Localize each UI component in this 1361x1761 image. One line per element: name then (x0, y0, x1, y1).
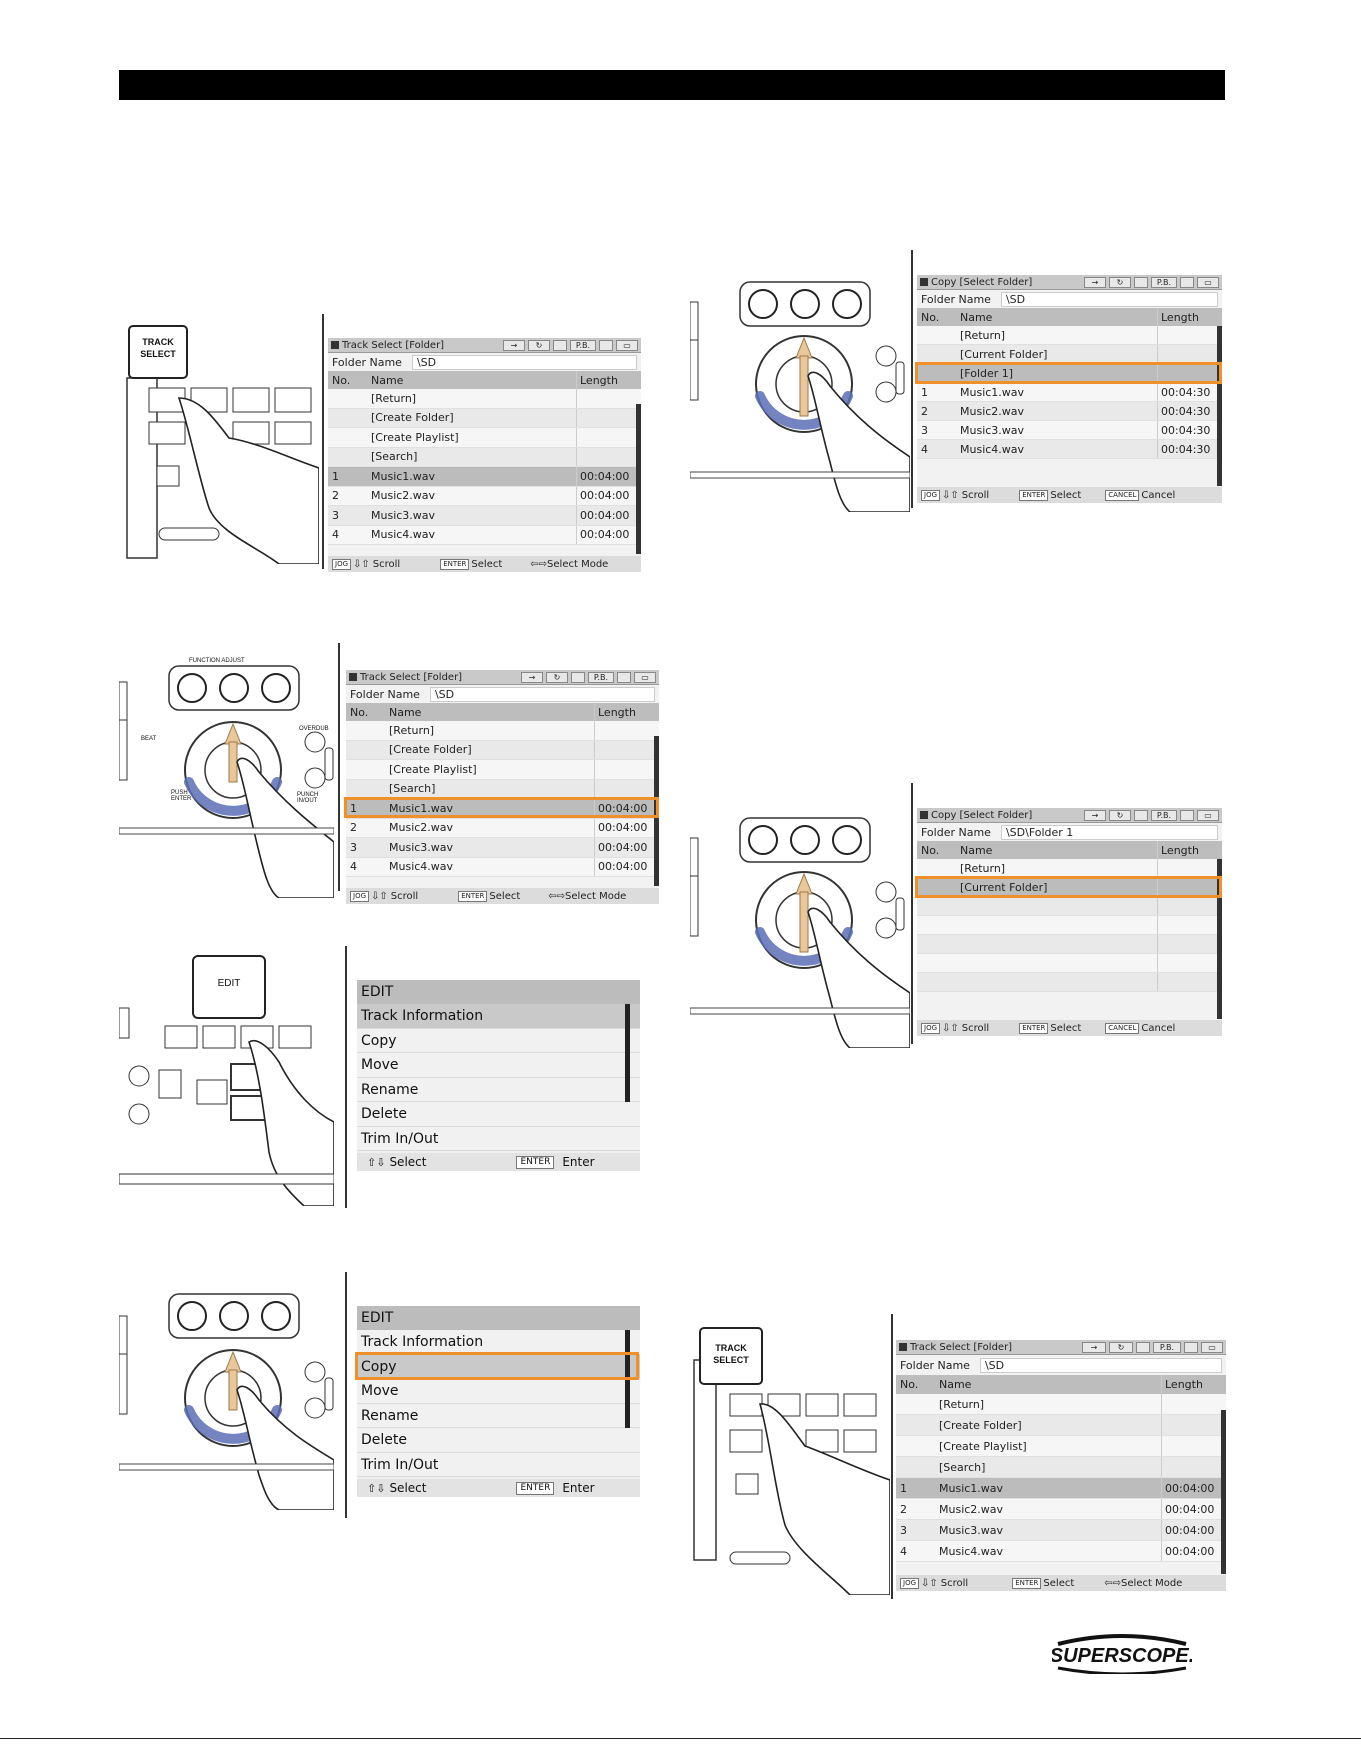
track-list (896, 1394, 1226, 1562)
col-length: Length (1157, 308, 1222, 326)
folder-label: Folder Name (900, 1358, 970, 1372)
list-item[interactable]: [Create Folder] (896, 1415, 1226, 1436)
lcd-titlebar (917, 808, 1222, 823)
list-item[interactable]: [Folder 1] (917, 364, 1222, 383)
enter-key: ENTER (458, 891, 487, 902)
blank-indicator (1134, 277, 1148, 288)
col-no: No. (332, 373, 351, 387)
push-enter-label: PUSH ENTER (171, 790, 192, 802)
lcd-title: Copy [Select Folder] (931, 276, 1033, 288)
lcd-title: Copy [Select Folder] (931, 809, 1033, 821)
folder-list (917, 859, 1222, 992)
list-item[interactable]: [Search] (896, 1457, 1226, 1478)
table-header (346, 703, 659, 721)
lcd-copy-folder1 (917, 808, 1222, 1036)
list-item[interactable]: 1 Music1.wav 00:04:00 (328, 467, 641, 487)
list-item (917, 954, 1222, 973)
footer-mode: Select Mode (547, 558, 609, 570)
list-item[interactable]: [Create Playlist] (328, 428, 641, 448)
footer-select: Select (1050, 489, 1082, 501)
divider (345, 946, 347, 1208)
blank-indicator (553, 340, 567, 351)
screen-square-icon (920, 278, 928, 286)
col-name: Name (960, 310, 993, 324)
lcd-title: Track Select [Folder] (910, 1341, 1013, 1353)
repeat-icon: ↻ (546, 672, 568, 683)
folder-value: \SD (430, 687, 655, 702)
col-length: Length (594, 703, 659, 721)
footer-scroll: Scroll (940, 1577, 969, 1589)
list-item[interactable]: 1 Music1.wav 00:04:00 (346, 799, 659, 819)
scrollbar[interactable] (654, 736, 659, 886)
jog-key: JOG (900, 1578, 919, 1589)
battery-icon: ▭ (1197, 810, 1219, 821)
col-length: Length (576, 371, 641, 389)
scrollbar[interactable] (636, 404, 641, 554)
blank-indicator (1134, 810, 1148, 821)
beat-label: BEAT (141, 736, 157, 742)
folder-name-row (917, 823, 1222, 841)
folder-value: \SD (1001, 292, 1218, 307)
divider (911, 783, 913, 1044)
cancel-key: CANCEL (1105, 490, 1139, 501)
divider (891, 1314, 893, 1599)
list-item[interactable]: [Return] (328, 389, 641, 409)
device-jog-illustration (119, 652, 334, 898)
screen-square-icon (920, 811, 928, 819)
col-no: No. (350, 705, 369, 719)
arrow-right-icon: → (1082, 1342, 1106, 1353)
col-name: Name (960, 843, 993, 857)
track-list (328, 389, 641, 545)
footer-select: Select (389, 1155, 427, 1169)
pb-indicator: P.B. (1153, 1342, 1181, 1353)
enter-key: ENTER (1012, 1578, 1041, 1589)
footer-select: Select (489, 890, 521, 902)
repeat-icon: ↻ (1109, 277, 1131, 288)
lcd-footer (346, 888, 659, 904)
left-right-arrows-icon: ⇦⇨ (1104, 1577, 1122, 1589)
lcd-title: Track Select [Folder] (342, 339, 445, 351)
lcd-footer (917, 487, 1222, 503)
footer-select: Select (471, 558, 503, 570)
table-header (896, 1375, 1226, 1394)
enter-key: ENTER (1019, 1023, 1048, 1034)
folder-label: Folder Name (921, 292, 991, 306)
repeat-icon: ↻ (1109, 1342, 1133, 1353)
menu-item-rename[interactable]: Rename (357, 1078, 640, 1103)
lcd-footer (328, 556, 641, 572)
device-edit-illustration (119, 952, 334, 1206)
pb-indicator: P.B. (570, 340, 596, 351)
scrollbar[interactable] (625, 1330, 630, 1428)
list-item[interactable]: [Current Folder] (917, 878, 1222, 897)
device-jog-illustration (690, 272, 910, 512)
track-list (346, 721, 659, 877)
list-item[interactable]: 3 Music3.wav 00:04:00 (346, 838, 659, 858)
col-name: Name (389, 705, 422, 719)
list-item[interactable]: 2 Music2.wav 00:04:00 (328, 487, 641, 507)
col-name: Name (939, 1378, 972, 1391)
menu-item-move[interactable]: Move (357, 1053, 640, 1078)
edit-callout: EDIT (217, 978, 241, 989)
scrollbar[interactable] (1217, 859, 1222, 1019)
device-track-select-illustration (690, 1320, 890, 1595)
menu-item-delete[interactable]: Delete (357, 1428, 640, 1453)
punch-label: PUNCH IN/OUT (297, 792, 319, 804)
list-item[interactable]: 2 Music2.wav 00:04:00 (346, 819, 659, 839)
divider (338, 643, 340, 891)
pb-indicator: P.B. (1151, 277, 1177, 288)
list-item[interactable]: [Return] (896, 1394, 1226, 1415)
footer-scroll: Scroll (961, 1022, 990, 1034)
col-no: No. (900, 1378, 919, 1391)
menu-item-copy[interactable]: Copy (357, 1029, 640, 1054)
blank-indicator (571, 672, 585, 683)
folder-name-row (346, 685, 659, 703)
col-no: No. (921, 310, 940, 324)
scrollbar[interactable] (625, 1004, 630, 1102)
menu-item-track-information[interactable]: Track Information (357, 1004, 640, 1029)
col-no: No. (921, 843, 940, 857)
arrow-right-icon: → (521, 672, 543, 683)
footer-scroll: Scroll (390, 890, 419, 902)
lcd-track-select (328, 338, 641, 572)
down-up-arrows-icon: ⇩⇧ (942, 489, 959, 501)
lcd-titlebar (917, 275, 1222, 290)
overdub-label: OVERDUB (299, 726, 329, 732)
footer-cancel: Cancel (1141, 1022, 1176, 1034)
divider (911, 250, 913, 508)
lcd-title: Track Select [Folder] (360, 671, 463, 683)
list-item[interactable]: 4 Music4.wav 00:04:00 (896, 1541, 1226, 1562)
screen-square-icon (349, 673, 357, 681)
jog-key: JOG (921, 1023, 940, 1034)
arrow-right-icon: → (503, 340, 525, 351)
screen-square-icon (331, 341, 339, 349)
screen-square-icon (899, 1343, 907, 1351)
list-item[interactable]: [Create Folder] (346, 741, 659, 761)
blank-indicator (1184, 1342, 1198, 1353)
edit-menu (357, 1306, 640, 1497)
arrow-right-icon: → (1084, 810, 1106, 821)
list-item[interactable]: [Create Playlist] (346, 760, 659, 780)
page-bottom-rule (0, 1738, 1361, 1739)
list-item (917, 916, 1222, 935)
brand-text: SUPERSCOPE. (1052, 1645, 1192, 1667)
track-select-callout: TRACK SELECT (713, 1343, 749, 1365)
list-item[interactable]: 3 Music3.wav 00:04:00 (896, 1520, 1226, 1541)
lcd-footer (917, 1020, 1222, 1036)
col-length: Length (1157, 841, 1222, 859)
footer-select: Select (389, 1481, 427, 1495)
pb-indicator: P.B. (588, 672, 614, 683)
superscope-logo (1052, 1630, 1192, 1674)
arrow-right-icon: → (1084, 277, 1106, 288)
up-down-arrows-icon: ⇧⇩ (367, 1155, 386, 1169)
list-item[interactable]: 4 Music4.wav 00:04:00 (346, 858, 659, 878)
down-up-arrows-icon: ⇩⇧ (353, 558, 370, 570)
blank-indicator (599, 340, 613, 351)
list-item[interactable]: [Create Folder] (328, 409, 641, 429)
repeat-icon: ↻ (528, 340, 550, 351)
list-item[interactable]: 3 Music3.wav 00:04:00 (328, 506, 641, 526)
folder-name-row (896, 1355, 1226, 1375)
list-item[interactable]: [Return] (917, 326, 1222, 345)
footer-scroll: Scroll (961, 489, 990, 501)
enter-key: ENTER (516, 1482, 554, 1495)
list-item[interactable]: [Search] (328, 448, 641, 468)
blank-indicator (617, 672, 631, 683)
folder-name-row (328, 353, 641, 371)
folder-name-row (917, 290, 1222, 308)
pb-indicator: P.B. (1151, 810, 1177, 821)
edit-menu-title: EDIT (357, 980, 640, 1004)
lcd-titlebar (328, 338, 641, 353)
blank-indicator (1180, 277, 1194, 288)
edit-menu-footer (357, 1153, 640, 1171)
footer-select: Select (1050, 1022, 1082, 1034)
footer-scroll: Scroll (372, 558, 401, 570)
edit-menu (357, 980, 640, 1171)
jog-key: JOG (332, 559, 351, 570)
footer-mode: Select Mode (565, 890, 627, 902)
repeat-icon: ↻ (1109, 810, 1131, 821)
table-header (917, 841, 1222, 859)
blank-indicator (1136, 1342, 1150, 1353)
folder-label: Folder Name (921, 825, 991, 839)
enter-key: ENTER (1019, 490, 1048, 501)
header-bar (119, 70, 1225, 100)
scrollbar[interactable] (1221, 1410, 1226, 1574)
list-item[interactable]: [Return] (917, 859, 1222, 878)
battery-icon: ▭ (1197, 277, 1219, 288)
menu-item-trim[interactable]: Trim In/Out (357, 1453, 640, 1478)
menu-item-move[interactable]: Move (357, 1379, 640, 1404)
list-item[interactable]: 1 Music1.wav 00:04:00 (896, 1478, 1226, 1499)
footer-enter: Enter (562, 1155, 595, 1169)
folder-value: \SD (980, 1358, 1222, 1373)
list-item[interactable]: [Search] (346, 780, 659, 800)
jog-key: JOG (921, 490, 940, 501)
menu-item-track-information[interactable]: Track Information (357, 1330, 640, 1355)
device-jog-illustration (690, 808, 910, 1048)
list-item (917, 935, 1222, 954)
list-item[interactable]: 4 Music4.wav 00:04:30 (917, 440, 1222, 459)
list-item[interactable]: 1 Music1.wav 00:04:30 (917, 383, 1222, 402)
folder-label: Folder Name (332, 355, 402, 369)
down-up-arrows-icon: ⇩⇧ (371, 890, 388, 902)
list-item[interactable]: [Create Playlist] (896, 1436, 1226, 1457)
footer-select: Select (1043, 1577, 1075, 1589)
folder-value: \SD\Folder 1 (1001, 825, 1218, 840)
device-jog-illustration (119, 1280, 334, 1510)
list-item[interactable]: [Current Folder] (917, 345, 1222, 364)
table-header (917, 308, 1222, 326)
track-select-callout: TRACK SELECT (140, 337, 176, 359)
up-down-arrows-icon: ⇧⇩ (367, 1481, 386, 1495)
divider (345, 1272, 347, 1518)
cancel-key: CANCEL (1105, 1023, 1139, 1034)
left-right-arrows-icon: ⇦⇨ (530, 558, 548, 570)
function-label: FUNCTION ADJUST (189, 658, 245, 664)
menu-item-rename[interactable]: Rename (357, 1404, 640, 1429)
list-item (917, 973, 1222, 992)
footer-mode: Select Mode (1121, 1577, 1183, 1589)
enter-key: ENTER (516, 1156, 554, 1169)
lcd-titlebar (896, 1340, 1226, 1355)
left-right-arrows-icon: ⇦⇨ (548, 890, 566, 902)
folder-value: \SD (412, 355, 637, 370)
down-up-arrows-icon: ⇩⇧ (942, 1022, 959, 1034)
menu-item-trim[interactable]: Trim In/Out (357, 1127, 640, 1152)
list-item (917, 897, 1222, 916)
battery-icon: ▭ (616, 340, 638, 351)
blank-indicator (1180, 810, 1194, 821)
col-length: Length (1161, 1375, 1226, 1394)
list-item[interactable]: 4 Music4.wav 00:04:00 (328, 526, 641, 546)
scrollbar[interactable] (1217, 326, 1222, 486)
list-item[interactable]: 2 Music2.wav 00:04:00 (896, 1499, 1226, 1520)
lcd-track-select-final (896, 1340, 1226, 1591)
lcd-copy-select-folder (917, 275, 1222, 503)
footer-enter: Enter (562, 1481, 595, 1495)
list-item[interactable]: 2 Music2.wav 00:04:30 (917, 402, 1222, 421)
list-item[interactable]: [Return] (346, 721, 659, 741)
col-name: Name (371, 373, 404, 387)
lcd-track-select-jog (346, 670, 659, 904)
lcd-titlebar (346, 670, 659, 685)
battery-icon: ▭ (1201, 1342, 1223, 1353)
divider (322, 314, 324, 569)
down-up-arrows-icon: ⇩⇧ (921, 1577, 938, 1589)
table-header (328, 371, 641, 389)
device-track-select-illustration (119, 318, 319, 564)
folder-list (917, 326, 1222, 459)
list-item[interactable]: 3 Music3.wav 00:04:30 (917, 421, 1222, 440)
folder-label: Folder Name (350, 687, 420, 701)
edit-menu-title: EDIT (357, 1306, 640, 1330)
footer-cancel: Cancel (1141, 489, 1176, 501)
menu-item-copy[interactable]: Copy (357, 1355, 640, 1380)
enter-key: ENTER (440, 559, 469, 570)
edit-menu-footer (357, 1479, 640, 1497)
jog-key: JOG (350, 891, 369, 902)
battery-icon: ▭ (634, 672, 656, 683)
menu-item-delete[interactable]: Delete (357, 1102, 640, 1127)
lcd-footer (896, 1575, 1226, 1591)
